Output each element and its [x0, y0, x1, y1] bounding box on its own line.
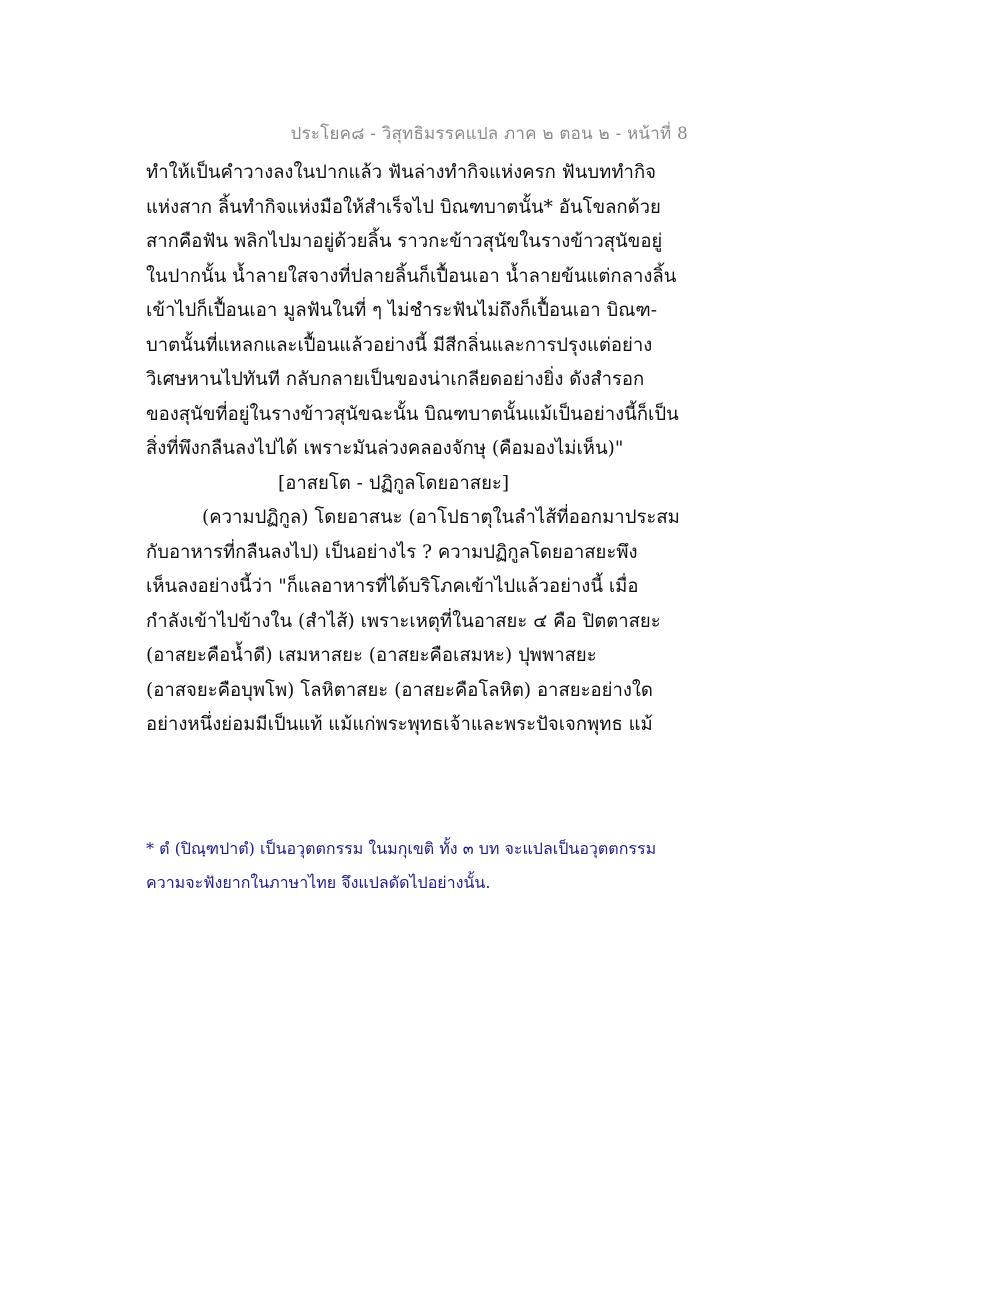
text-line: บาตนั้นที่แหลกและเปื้อนแล้วอย่างนี้ มีสีกลิ่นและการปรุงแต่อย่าง	[146, 334, 653, 356]
text-line: (อาสจยะคือบุพโพ) โลหิตาสยะ (อาสยะคือโลหิต) อาสยะอย่างใด	[146, 679, 653, 701]
footnote-line: * ตํ (ปิณฺฑปาตํ) เป็นอวุตตกรรม ในมกุเขติ ทั้ง ๓ บท จะแปลเป็นอวุตตกรรม	[146, 839, 657, 858]
text-line: ทำให้เป็นคำวางลงในปากแล้ว ฟันล่างทำกิจแห่งครก ฟันบททำกิจ	[146, 162, 656, 183]
text-line: กับอาหารที่กลืนลงไป) เป็นอย่างไร ? ความปฏิกูลโดยอาสยะพึง	[146, 541, 638, 563]
text-line: ในปากนั้น น้ำลายใสจางที่ปลายลิ้นก็เปื้อนเอา น้ำลายข้นแต่กลางลิ้น	[146, 265, 677, 287]
text-line: สากคือฟัน พลิกไปมาอยู่ด้วยลิ้น ราวกะข้าวสุนัขในรางข้าวสุนัขอยู่	[146, 231, 663, 252]
text-line: สิ่งที่พึงกลืนลงไปได้ เพราะมันล่วงคลองจักษุ (คือมองไม่เห็น)"	[146, 438, 624, 459]
text-line: วิเศษหานไปทันที กลับกลายเป็นของน่าเกลียดอย่างยิ่ง ดังสำรอก	[146, 369, 645, 390]
text-line: กำลังเข้าไปข้างใน (สำไส้) เพราะเหตุที่ในอาสยะ ๔ คือ ปิตตาสยะ	[146, 610, 661, 632]
text-line: แห่งสาก ลิ้นทำกิจแห่งมือให้สำเร็จไป บิณฑบาตนั้น* อันโขลกด้วย	[146, 196, 661, 218]
text-line: ของสุนัขที่อยู่ในรางข้าวสุนัขฉะนั้น บิณฑบาตนั้นแม้เป็นอย่างนี้ก็เป็น	[146, 403, 679, 425]
footnote	[146, 832, 726, 900]
footnote-line: ความจะฟังยากในภาษาไทย จึงแปลดัดไปอย่างนั้น.	[146, 873, 491, 892]
text-line: เห็นลงอย่างนี้ว่า "ก็แลอาหารที่ได้บริโภคเข้าไปแล้วอย่างนี้ เมื่อ	[146, 576, 639, 597]
text-line: เข้าไปก็เปื้อนเอา มูลฟันในที่ ๆ ไม่ชำระฟันไม่ถึงก็เปื้อนเอา บิณฑ-	[146, 300, 658, 321]
text-line: อย่างหนึ่งย่อมมีเป็นแท้ แม้แก่พระพุทธเจ้าและพระปัจเจกพุทธ แม้	[146, 714, 653, 735]
section-heading: [อาสยโต - ปฏิกูลโดยอาสยะ]	[278, 472, 510, 494]
paragraph-first-line: (ความปฏิกูล) โดยอาสนะ (อาโปธาตุในลำไส้ที่ออกมาประสม	[202, 507, 680, 528]
running-header: ประโยค๘ - วิสุทธิมรรคแปล ภาค ๒ ตอน ๒ - หน้าที่ 8	[290, 124, 688, 144]
body-text	[146, 156, 706, 743]
text-line: (อาสยะคือน้ำดี) เสมหาสยะ (อาสยะคือเสมหะ) ปุพพาสยะ	[146, 645, 597, 666]
